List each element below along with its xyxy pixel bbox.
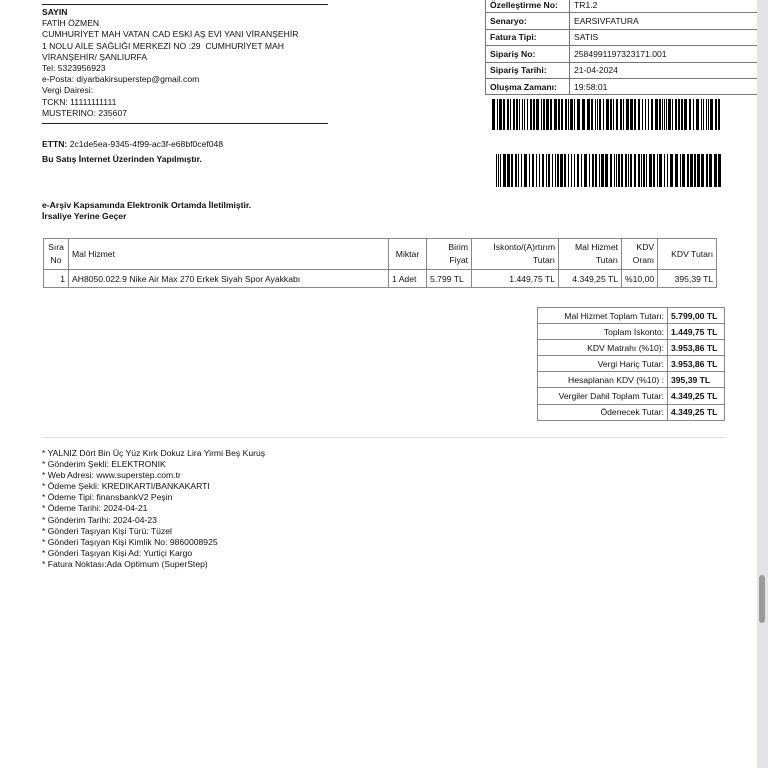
meta-value-order-date: 21-04-2024 [570,62,759,78]
buyer-salutation: SAYIN [42,7,68,17]
total-value-vat: 395,39 TL [668,372,725,388]
meta-label-order-date: Sipariş Tarihi: [486,62,570,78]
note-carrier-type: * Gönderi Taşıyan Kişi Türü: Tüzel [42,525,172,536]
cell-no: 1 [44,270,69,288]
col-header-no-line-2: No [50,255,62,265]
note-invoice-point: * Fatura Noktası:Ada Optimum (SuperStep) [42,558,208,569]
col-header-qty [389,239,427,270]
col-header-discount-line-2: Tutarı [532,255,555,265]
col-header-item-label: Mal Hizmet [72,249,115,259]
totals-row [538,340,725,356]
total-value-goods: 5.799,00 TL [668,308,725,324]
buyer-phone: Tel: 5323956923 [42,63,106,74]
total-value-excl-tax: 3.953,86 TL [668,356,725,372]
totals-row [538,372,725,388]
totals-row [538,308,725,324]
buyer-info [42,7,362,119]
col-header-vat-amount-label: KDV Tutarı [671,249,714,259]
totals-row [538,324,725,340]
meta-row [486,29,759,45]
col-header-amount-line-1: Mal Hizmet [575,242,618,252]
buyer-address-line-3: VİRANŞEHİR/ ŞANLIURFA [42,51,148,62]
invoice-meta-table [485,0,759,95]
barcode-1 [492,99,722,130]
meta-row [486,13,759,29]
invoice-notes [42,448,265,570]
buyer-email: e-Posta: diyarbakirsuperstep@gmail.com [42,74,200,85]
cell-item: AH8050.022.9 Nike Air Max 270 Erkek Siyah Spor Ayakkabı [69,270,389,288]
barcode-2 [496,154,722,187]
meta-value-order-no: 2584991197323171.001 [570,46,759,62]
col-header-amount-line-2: Tutarı [595,255,618,265]
table-row [44,270,717,288]
col-header-no-line-1: Sıra [48,242,64,252]
col-header-no [44,239,69,270]
col-header-amount [559,239,622,270]
online-sale-note: Bu Satış İnternet Üzerinden Yapılmıştır. [42,154,202,164]
meta-row [486,62,759,78]
buyer-name: FATİH ÖZMEN [42,18,100,29]
buyer-address-line-1: CUMHURİYET MAH VATAN CAD ESKİ AŞ EVİ YANI VİRANŞEHİR [42,29,299,40]
line-items-table [43,238,717,288]
col-header-discount-line-1: İskonto/(A)rtırım [493,242,555,252]
barcode-gap [720,99,722,130]
meta-row [486,78,759,94]
note-amount-in-words: * YALNIZ Dört Bin Üç Yüz Kırk Dokuz Lira Yirmi Beş Kuruş [42,448,266,458]
cell-qty: 1 Adet [389,270,427,288]
total-label-incl-tax: Vergiler Dahil Toplam Tutar: [538,388,668,404]
meta-value-created-time: 19:58:01 [570,78,759,94]
buyer-top-divider [42,4,328,5]
col-header-unit-price [427,239,472,270]
col-header-vat-amount [658,239,717,270]
earsiv-note-line-2: İrsaliye Yerine Geçer [42,211,127,221]
buyer-tax-office: Vergi Dairesi: [42,85,94,96]
note-payment-type: * Ödeme Tipi: finansbankV2 Peşin [42,492,173,503]
meta-value-customization-no: TR1.2 [570,0,759,13]
total-value-payable: 4.349,25 TL [668,404,725,420]
col-header-discount [472,239,559,270]
meta-label-invoice-type: Fatura Tipi: [486,29,570,45]
note-web-address: * Web Adresi: www.superstep.com.tr [42,470,181,481]
notes-divider [42,437,726,438]
total-value-discount: 1.449,75 TL [668,324,725,340]
note-payment-date: * Ödeme Tarihi: 2024-04-21 [42,503,148,514]
total-label-goods: Mal Hizmet Toplam Tutarı: [538,308,668,324]
totals-row [538,404,725,420]
total-label-payable: Ödenecek Tutar: [538,404,668,420]
meta-value-invoice-type: SATIS [570,29,759,45]
note-shipping-date: * Gönderim Tarihi: 2024-04-23 [42,514,157,525]
total-value-vat-base: 3.953,86 TL [668,340,725,356]
barcode-gap [721,154,722,187]
note-carrier-id: * Gönderi Taşıyan Kişi Kimlik No: 9860008925 [42,536,218,547]
ettn-label: ETTN: [42,139,68,149]
col-header-vat-rate [622,239,658,270]
col-header-unit-price-line-2: Fiyat [449,255,468,265]
cell-discount: 1.449,75 TL [472,270,559,288]
buyer-customer-no: MUSTERINO: 235607 [42,107,128,118]
items-header-row [44,239,717,270]
meta-row [486,0,759,13]
col-header-vat-rate-line-2: Oranı [632,255,655,265]
buyer-bottom-divider [42,123,328,124]
ettn-value: 2c1de5ea-9345-4f99-ac3f-e68bf0cef048 [69,139,224,149]
cell-vat-rate: %10,00 [622,270,658,288]
buyer-address-line-2: 1 NOLU AİLE SAĞLIĞI MERKEZİ NO :29 CUMHURİYET MAH [42,40,284,51]
totals-table [537,307,725,421]
meta-label-scenario: Senaryo: [486,13,570,29]
cell-amount: 4.349,25 TL [559,270,622,288]
note-payment-method: * Ödeme Şekli: KREDIKARTI/BANKAKARTI [42,481,210,492]
total-label-excl-tax: Vergi Hariç Tutar: [538,356,668,372]
meta-label-created-time: Oluşma Zamanı: [486,78,570,94]
meta-label-order-no: Sipariş No: [486,46,570,62]
cell-unit-price: 5.799 TL [427,270,472,288]
buyer-tckn: TCKN: 11111111111 [42,96,117,107]
totals-row [538,388,725,404]
window-scrollbar-track[interactable] [757,0,768,768]
note-carrier-name: * Gönderi Taşıyan Kişi Ad: Yurtiçi Kargo [42,547,193,558]
total-value-incl-tax: 4.349,25 TL [668,388,725,404]
window-scrollbar-thumb[interactable] [759,575,765,623]
col-header-qty-label: Miktar [395,249,420,259]
ettn-line [42,139,223,149]
total-label-vat: Hesaplanan KDV (%10) : [538,372,668,388]
cell-vat-amount: 395,39 TL [658,270,717,288]
meta-value-scenario: EARSIVFATURA [570,13,759,29]
total-label-vat-base: KDV Matrahı (%10): [538,340,668,356]
meta-row [486,46,759,62]
totals-row [538,356,725,372]
earsiv-note-line-1: e-Arşiv Kapsamında Elektronik Ortamda İletilmiştir. [42,200,252,210]
earsiv-note [42,200,251,222]
col-header-item [69,239,389,270]
total-label-discount: Toplam İskonto: [538,324,668,340]
note-delivery-method: * Gönderim Şekli: ELEKTRONIK [42,459,166,470]
col-header-unit-price-line-1: Birim [448,242,468,252]
col-header-vat-rate-line-1: KDV [636,242,655,252]
meta-label-customization-no: Özelleştirme No: [486,0,570,13]
